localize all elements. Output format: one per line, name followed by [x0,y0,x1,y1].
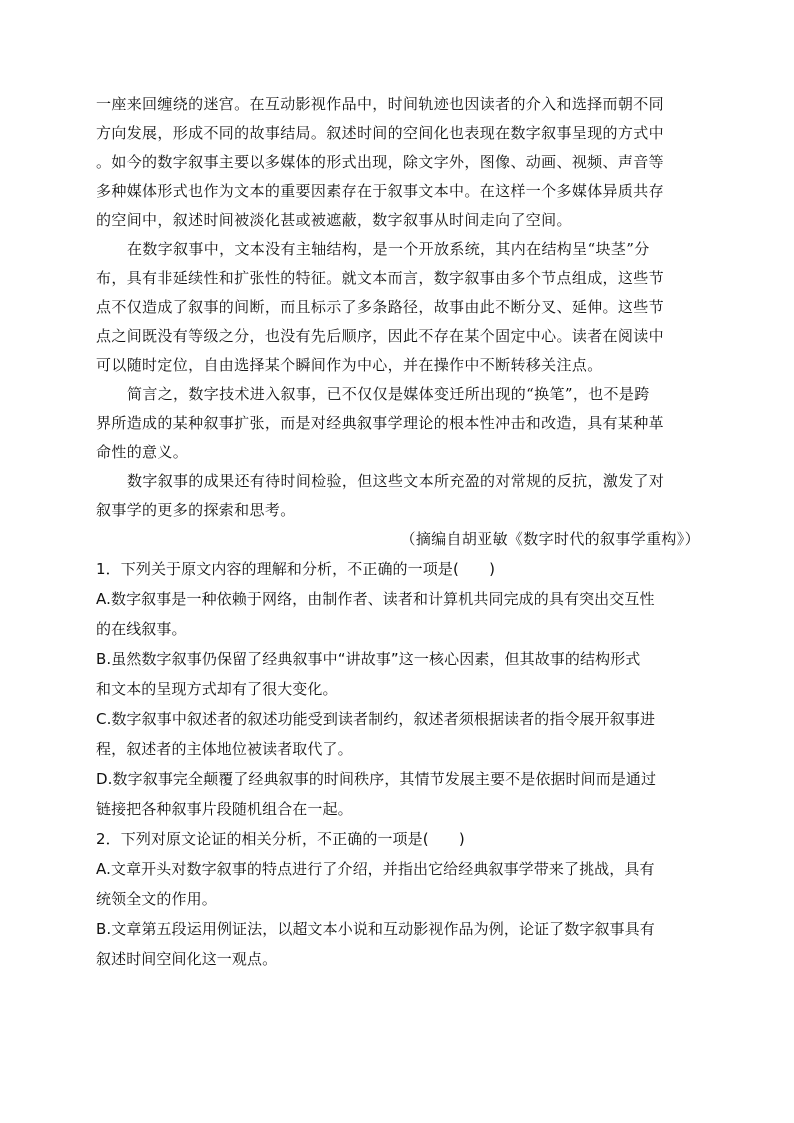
option-text: 程，叙述者的主体地位被读者取代了。 [96,740,353,758]
question-stem: 2．下列对原文论证的相关分析，不正确的一项是( ) [96,830,465,848]
text-line: 方向发展，形成不同的故事结局。叙述时间的空间化也表现在数字叙事呈现的方式中 [96,124,664,142]
option-text: A.文章开头对数字叙事的特点进行了介绍，并指出它给经典叙事学带来了挑战，具有 [96,860,655,878]
option-text: C.数字叙事中叙述者的叙述功能受到读者制约，叙述者须根据读者的指令展开叙事进 [96,710,656,728]
option-text: 链接把各种叙事片段随机组合在一起。 [96,800,353,818]
text-line: 的空间中，叙述时间被淡化甚或被遮蔽，数字叙事从时间走向了空间。 [96,211,572,229]
paragraph-conclusion [96,467,700,525]
source-citation: （摘编自胡亚敏《数字时代的叙事学重构》） [400,530,700,548]
question-stem: 1．下列关于原文内容的理解和分析，不正确的一项是( ) [96,560,496,578]
option-b[interactable] [96,644,700,704]
option-text: A.数字叙事是一种依赖于网络，由制作者、读者和计算机共同完成的具有突出交互性 [96,590,655,608]
option-text: 的在线叙事。 [96,620,187,638]
text-line: 。如今的数字叙事主要以多媒体的形式出现，除文字外，图像、动画、视频、声音等 [96,153,664,171]
option-a[interactable] [96,584,700,644]
text-line: 在数字叙事中，文本没有主轴结构，是一个开放系统，其内在结构呈“块茎”分 [127,240,650,258]
option-c[interactable] [96,704,700,764]
passage [96,90,700,554]
text-line: 数字叙事的成果还有待时间检验，但这些文本所充盈的对常规的反抗，激发了对 [127,472,665,490]
question-1 [96,554,700,824]
text-line: 界所造成的某种叙事扩张，而是对经典叙事学理论的根本性冲击和改造，具有某种革 [96,414,664,432]
option-text: 叙述时间空间化这一观点。 [96,950,278,968]
paragraph-structure [96,235,700,380]
option-b[interactable] [96,914,700,974]
question-2 [96,824,700,974]
document-page [96,90,700,974]
text-line: 叙事学的更多的探索和思考。 [96,501,296,519]
option-text: B.虽然数字叙事仍保留了经典叙事中“讲故事”这一核心因素，但其故事的结构形式 [96,650,641,668]
option-text: D.数字叙事完全颠覆了经典叙事的时间秩序，其情节发展主要不是依据时间而是通过 [96,770,657,788]
text-line: 一座来回缠绕的迷宫。在互动影视作品中，时间轨迹也因读者的介入和选择而朝不同 [96,95,664,113]
option-text: 统领全文的作用。 [96,890,217,908]
option-text: 和文本的呈现方式却有了很大变化。 [96,680,338,698]
text-line: 命性的意义。 [96,443,189,461]
text-line: 可以随时定位，自由选择某个瞬间作为中心，并在操作中不断转移关注点。 [96,356,603,374]
paragraph-summary [96,380,700,467]
option-text: B.文章第五段运用例证法，以超文本小说和互动影视作品为例，论证了数字叙事具有 [96,920,655,938]
option-d[interactable] [96,764,700,824]
text-line: 布，具有非延续性和扩张性的特征。就文本而言，数字叙事由多个节点组成，这些节 [96,269,664,287]
text-line: 点不仅造成了叙事的间断，而且标示了多条路径，故事由此不断分叉、延伸。这些节 [96,298,664,316]
option-a[interactable] [96,854,700,914]
text-line: 简言之，数字技术进入叙事，已不仅仅是媒体变迁所出现的“换笔”，也不是跨 [127,385,650,403]
text-line: 多种媒体形式也作为文本的重要因素存在于叙事文本中。在这样一个多媒体异质共存 [96,182,664,200]
paragraph-continuation [96,90,700,235]
text-line: 点之间既没有等级之分，也没有先后顺序，因此不存在某个固定中心。读者在阅读中 [96,327,664,345]
